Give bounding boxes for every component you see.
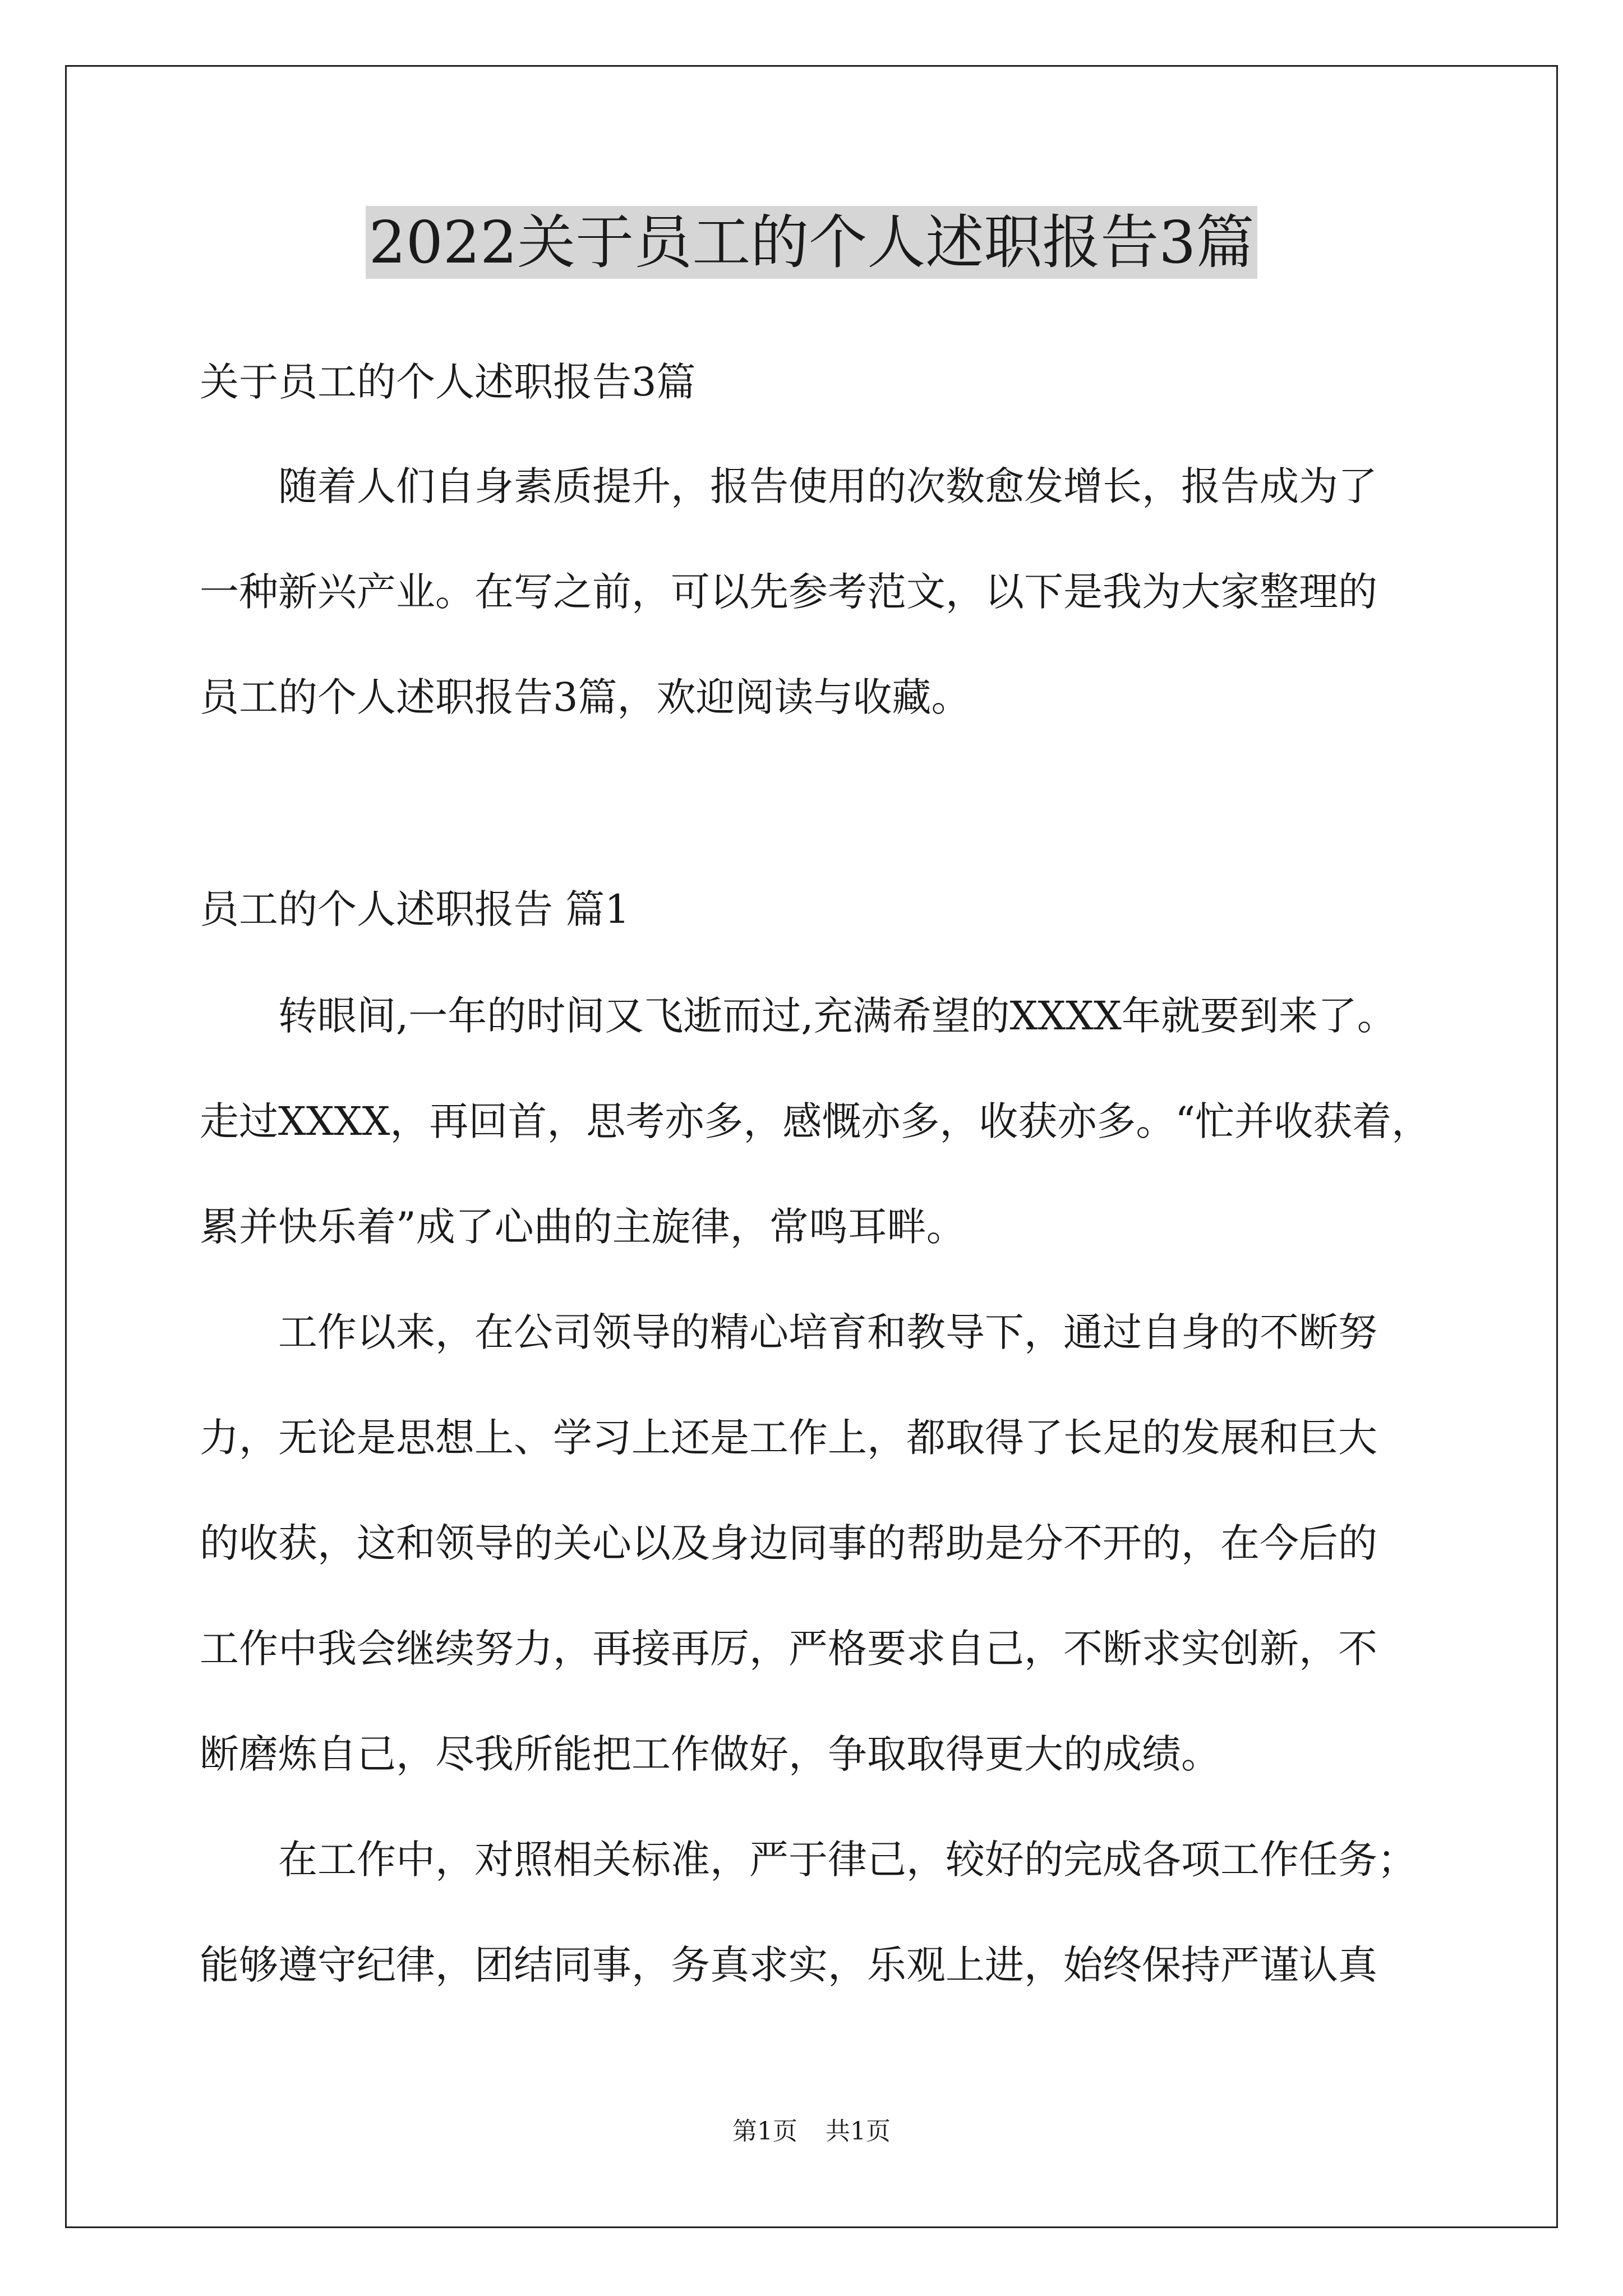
intro-line: 一种新兴产业。在写之前，可以先参考范文，以下是我为大家整理的 xyxy=(200,569,1377,615)
body-line: 断磨炼自己，尽我所能把工作做好，争取取得更大的成绩。 xyxy=(200,1731,1220,1777)
body-line: 的收获，这和领导的关心以及身边同事的帮助是分不开的，在今后的 xyxy=(200,1520,1377,1566)
body-line: 力，无论是思想上、学习上还是工作上，都取得了长足的发展和巨大 xyxy=(200,1415,1377,1461)
page-footer xyxy=(0,2115,1623,2148)
body-line: 在工作中，对照相关标准，严于律己，较好的完成各项工作任务； xyxy=(278,1837,1417,1883)
document-subtitle: 关于员工的个人述职报告3篇 xyxy=(200,359,696,405)
body-line: 转眼间,一年的时间又飞逝而过,充满希望的XXXX年就要到来了。 xyxy=(278,993,1396,1039)
intro-line: 员工的个人述职报告3篇，欢迎阅读与收藏。 xyxy=(200,674,971,720)
document-title-text: 2022关于员工的个人述职报告3篇 xyxy=(366,206,1258,279)
section-heading: 员工的个人述职报告 篇1 xyxy=(200,886,630,932)
body-line: 累并快乐着”成了心曲的主旋律，常鸣耳畔。 xyxy=(200,1204,966,1250)
intro-line: 随着人们自身素质提升，报告使用的次数愈发增长，报告成为了 xyxy=(278,463,1377,509)
body-line: 工作中我会继续努力，再接再厉，严格要求自己，不断求实创新，不 xyxy=(200,1626,1377,1672)
document-title xyxy=(0,203,1623,282)
page-number-total: 共1页 xyxy=(826,2117,891,2146)
body-line: 工作以来，在公司领导的精心培育和教导下，通过自身的不断努 xyxy=(278,1309,1377,1355)
page-number-current: 第1页 xyxy=(732,2117,797,2146)
body-line: 走过XXXX，再回首，思考亦多，感慨亦多，收获亦多。“忙并收获着， xyxy=(200,1098,1431,1144)
body-line: 能够遵守纪律，团结同事，务真求实，乐观上进，始终保持严谨认真 xyxy=(200,1942,1377,1988)
